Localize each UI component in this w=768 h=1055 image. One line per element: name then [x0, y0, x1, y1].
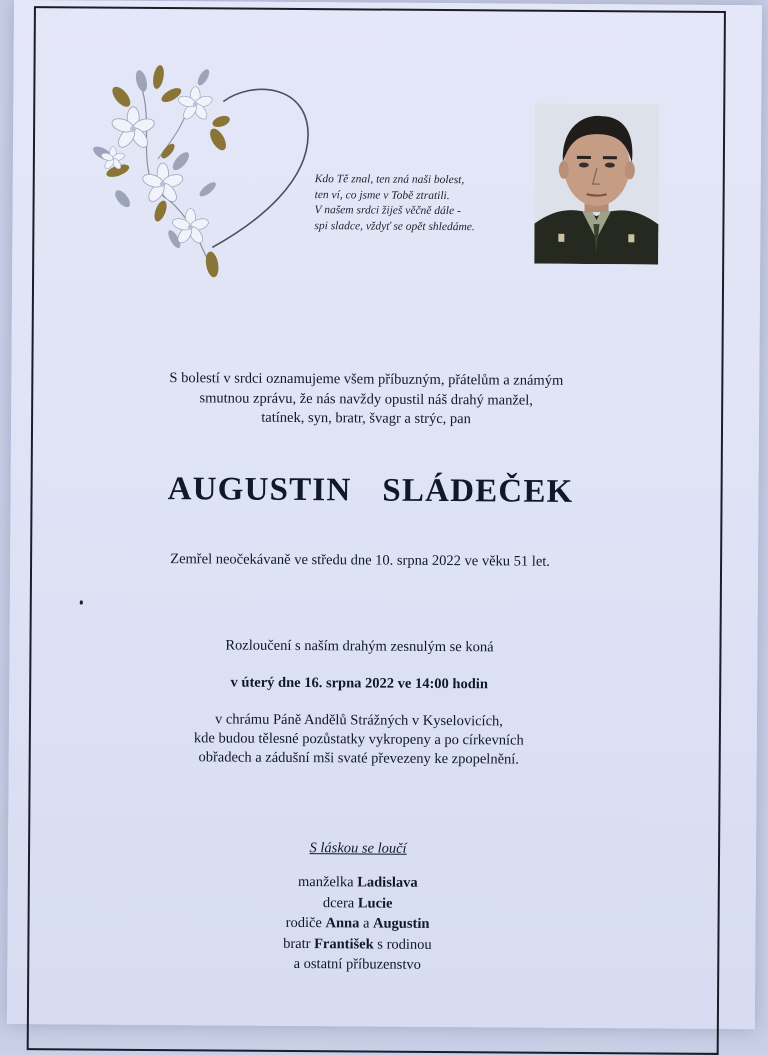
place-line: v chrámu Páně Andělů Strážných v Kyselovicích, [214, 711, 503, 730]
mourners-list [187, 871, 528, 976]
mourner-line: a ostatní příbuzenstvo [293, 955, 421, 973]
mourner-name: František [314, 935, 374, 953]
flower-icons [100, 86, 214, 246]
farewell-text: Rozloučení s naším drahým zesnulým se koná [225, 637, 494, 656]
memorial-poem [314, 172, 534, 236]
signoff-heading: S láskou se loučí [309, 840, 407, 857]
announcement-line: smutnou zprávu, že nás navždy opustil náš drahý manžel, [199, 389, 533, 409]
place-line: obřadech a zádušní mši svaté převezeny ke zpopelnění. [198, 749, 519, 768]
floral-heart-ornament [62, 58, 324, 290]
announcement-text [131, 369, 601, 431]
obituary-paper [7, 0, 762, 1029]
poem-line: Kdo Tě znal, ten zná naši bolest, [314, 173, 465, 187]
announcement-line: S bolestí v srdci oznamujeme všem příbuzným, přátelům a známým [169, 370, 564, 389]
mourner-line: manželka Ladislava [297, 874, 418, 891]
death-notice: Zemřel neočekávaně ve středu dne 10. srpna 2022 ve věku 51 let. [170, 551, 550, 570]
deceased-name: AUGUSTIN SLÁDEČEK [167, 471, 574, 510]
ceremony-date-time: v úterý dne 16. srpna 2022 ve 14:00 hodin [230, 674, 488, 693]
mourner-name: Ladislava [357, 874, 418, 891]
mourner-line: rodiče Anna a Augustin [285, 914, 430, 932]
poem-line: ten ví, co jsme v Tobě ztratili. [314, 188, 450, 202]
place-line: kde budou tělesné pozůstatky vykropeny a po církevních [193, 730, 524, 749]
ceremony-place [139, 710, 579, 770]
ink-speck [80, 600, 83, 604]
mourner-name: Anna [325, 915, 360, 932]
mourner-line: dcera Lucie [322, 894, 393, 912]
poem-line: V našem srdci žiješ věčně dále - [314, 204, 461, 218]
mourner-name: Lucie [357, 894, 393, 912]
portrait-photo [534, 104, 659, 265]
announcement-line: tatínek, syn, bratr, švagr a strýc, pan [261, 409, 471, 428]
poem-line: spi sladce, vždyť se opět shledáme. [314, 219, 475, 233]
mourner-line: bratr František s rodinou [283, 935, 432, 953]
mourner-name: Augustin [372, 915, 430, 932]
heart-line [212, 89, 308, 248]
